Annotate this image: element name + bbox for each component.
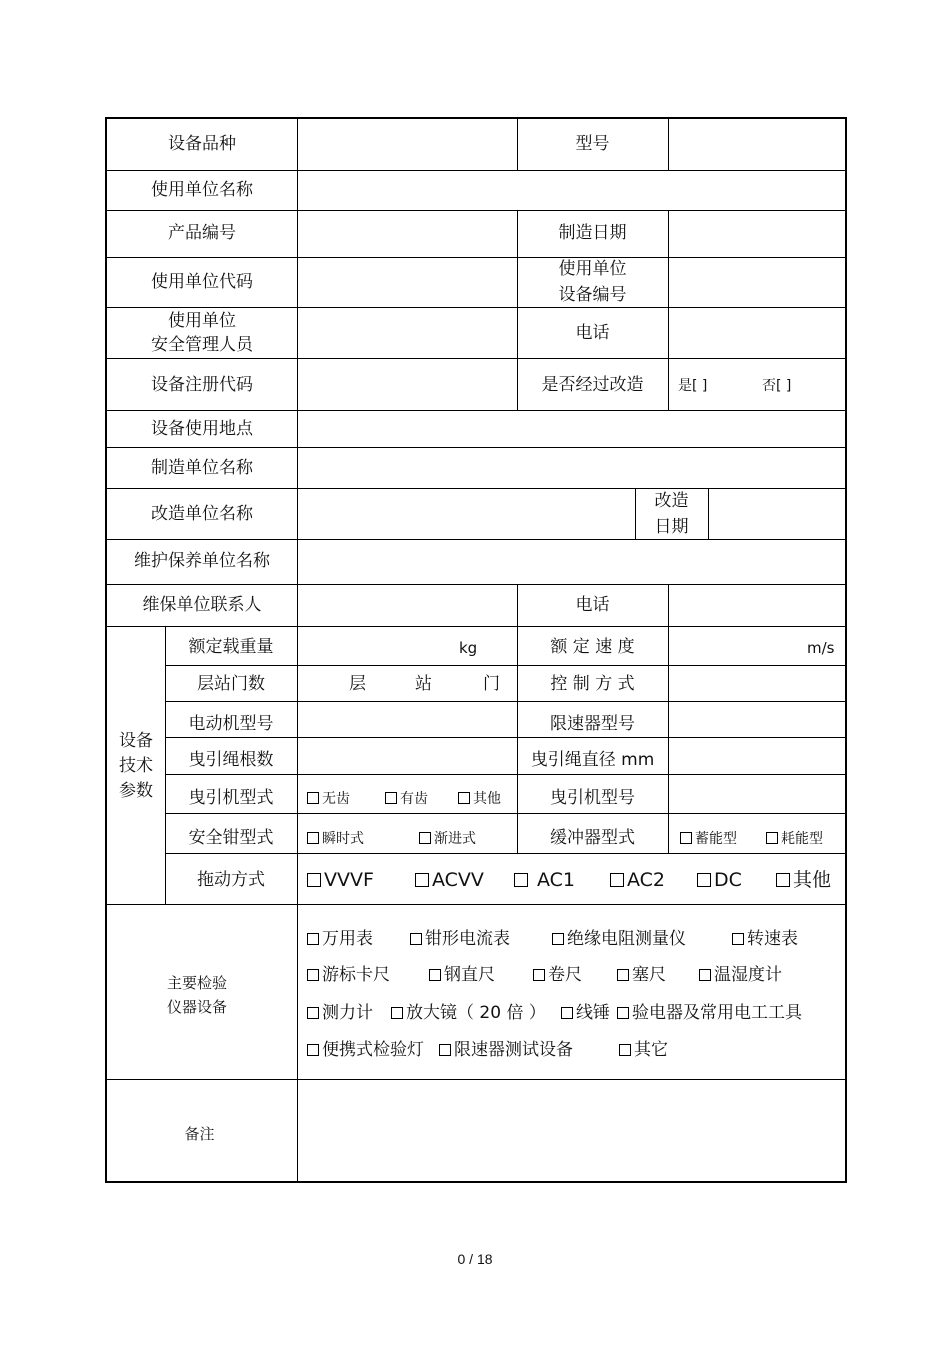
label-safety-manager-line1: 使用单位	[168, 311, 236, 331]
field-safety-manager[interactable]	[298, 308, 517, 358]
checkbox-icon	[307, 1007, 319, 1019]
checkbox-icon	[307, 969, 319, 981]
checkbox-geared[interactable]	[385, 787, 428, 811]
checkbox-instant[interactable]	[307, 827, 364, 851]
label-motor-model: 电动机型号	[188, 714, 274, 734]
label-modify-date-line1: 改造	[654, 491, 689, 511]
checkbox-icon	[561, 1007, 573, 1019]
field-manufacturer[interactable]	[298, 448, 845, 488]
checkbox-dc-label: DC	[714, 869, 742, 891]
checkbox-gearless-label: 无齿	[322, 791, 350, 807]
checkbox-icon	[307, 1044, 319, 1056]
instrument-label: 转速表	[747, 929, 798, 949]
label-safety-manager-line2: 安全管理人员	[151, 335, 253, 355]
instrument-label: 线锤	[576, 1003, 610, 1023]
page-number: 0 / 18	[457, 1251, 493, 1267]
label-manufacture-date: 制造日期	[558, 223, 627, 243]
label-user-unit-name: 使用单位名称	[151, 180, 253, 200]
label-modify-date-line2: 日期	[654, 517, 689, 537]
checkbox-vvvf[interactable]	[307, 868, 374, 892]
label-control-mode: 控 制 方 式	[550, 674, 635, 694]
checkbox-gearless[interactable]	[307, 787, 350, 811]
checkbox-drive-other[interactable]	[776, 868, 831, 892]
label-manufacturer: 制造单位名称	[151, 458, 253, 478]
checkbox-drive-other-label: 其他	[793, 869, 832, 891]
checkbox-acvv[interactable]	[415, 868, 484, 892]
label-equipment-no-line1: 使用单位	[558, 259, 627, 279]
checkbox-inspection-lamp[interactable]	[307, 1038, 424, 1062]
label-safety-gear: 安全钳型式	[188, 828, 274, 848]
instrument-label: 便携式检验灯	[322, 1040, 424, 1060]
checkbox-machine-other[interactable]	[458, 787, 501, 811]
instrument-label: 塞尺	[632, 965, 666, 985]
checkbox-hygrometer[interactable]	[699, 963, 782, 987]
label-tech-params-1: 设备	[119, 731, 153, 751]
label-rated-load: 额定载重量	[188, 637, 274, 657]
option-yes[interactable]: 是[ ]	[678, 378, 708, 394]
unit-men: 门	[483, 674, 500, 694]
checkbox-icon	[533, 969, 545, 981]
instrument-label: 卷尺	[548, 965, 582, 985]
option-no[interactable]: 否[ ]	[762, 378, 792, 394]
checkbox-geared-label: 有齿	[400, 791, 428, 807]
label-location: 设备使用地点	[151, 419, 253, 439]
checkbox-acvv-label: ACVV	[432, 869, 484, 891]
checkbox-icon	[458, 792, 470, 804]
label-remarks: 备注	[184, 1125, 215, 1143]
field-maintenance-unit[interactable]	[298, 540, 845, 584]
instrument-label: 万用表	[322, 929, 373, 949]
checkbox-icon	[307, 832, 319, 844]
instrument-label: 绝缘电阻测量仪	[567, 929, 686, 949]
checkbox-progressive[interactable]	[419, 827, 476, 851]
label-instruments-1: 主要检验	[166, 974, 227, 992]
checkbox-dynamometer[interactable]	[307, 1001, 373, 1025]
checkbox-ac2-label: AC2	[627, 869, 666, 891]
checkbox-icon	[385, 792, 397, 804]
label-model: 型号	[575, 134, 610, 154]
checkbox-energy-storage[interactable]	[680, 827, 737, 851]
label-rope-diameter: 曳引绳直径 mm	[530, 750, 655, 770]
checkbox-machine-other-label: 其他	[473, 791, 501, 807]
checkbox-icon	[307, 933, 319, 945]
label-instruments-2: 仪器设备	[166, 998, 227, 1016]
field-product-number[interactable]	[298, 211, 517, 257]
checkbox-tachometer[interactable]	[732, 927, 798, 951]
instrument-label: 验电器及常用电工工具	[632, 1003, 802, 1023]
instrument-label: 温湿度计	[714, 965, 782, 985]
instrument-label: 测力计	[322, 1003, 373, 1023]
instrument-label: 其它	[634, 1040, 668, 1060]
label-machine-model: 曳引机型号	[550, 788, 635, 808]
field-user-unit-name[interactable]	[298, 171, 845, 210]
field-remarks[interactable]	[298, 1080, 845, 1181]
label-tech-params-3: 参数	[119, 781, 153, 801]
unit-zhan: 站	[415, 674, 432, 694]
label-device-variety: 设备品种	[168, 134, 236, 154]
inspection-form	[105, 117, 847, 1183]
checkbox-ac1-label: AC1	[537, 869, 576, 891]
checkbox-governor-tester[interactable]	[439, 1038, 573, 1062]
field-location[interactable]	[298, 411, 845, 447]
label-machine-type: 曳引机型式	[188, 788, 274, 808]
checkbox-icon	[307, 792, 319, 804]
instrument-label: 限速器测试设备	[454, 1040, 573, 1060]
checkbox-ac2[interactable]	[610, 868, 665, 892]
field-manufacture-date[interactable]	[669, 211, 845, 257]
label-modified-question: 是否经过改造	[541, 375, 644, 395]
label-governor-model: 限速器型号	[550, 714, 635, 734]
checkbox-icon	[617, 969, 629, 981]
unit-kg: kg	[459, 639, 478, 657]
instrument-label: 游标卡尺	[322, 965, 390, 985]
label-equipment-no-line2: 设备编号	[558, 285, 627, 305]
checkbox-icon	[391, 1007, 403, 1019]
checkbox-multimeter[interactable]	[307, 927, 373, 951]
instrument-label: 放大镜（ 20 倍 ）	[406, 1003, 546, 1023]
checkbox-icon	[680, 832, 692, 844]
checkbox-icon	[419, 832, 431, 844]
checkbox-steel-ruler[interactable]	[429, 963, 495, 987]
instrument-label: 钳形电流表	[425, 929, 510, 949]
checkbox-vernier-caliper[interactable]	[307, 963, 390, 987]
checkbox-insulation-tester[interactable]	[552, 927, 686, 951]
label-product-number: 产品编号	[168, 223, 236, 243]
label-user-unit-code: 使用单位代码	[151, 272, 253, 292]
checkbox-icon	[766, 832, 778, 844]
checkbox-clamp-meter[interactable]	[410, 927, 510, 951]
checkbox-energy-dissipation[interactable]	[766, 827, 823, 851]
checkbox-magnifier[interactable]	[391, 1001, 546, 1025]
checkbox-icon	[410, 933, 422, 945]
label-drive: 拖动方式	[197, 870, 265, 890]
checkbox-icon	[552, 933, 564, 945]
checkbox-energy-storage-label: 蓄能型	[695, 831, 737, 847]
checkbox-icon	[697, 873, 711, 887]
checkbox-instant-label: 瞬时式	[322, 831, 364, 847]
label-rated-speed: 额 定 速 度	[550, 637, 635, 657]
instrument-label: 钢直尺	[444, 965, 495, 985]
checkbox-icon	[610, 873, 624, 887]
unit-ms: m/s	[807, 639, 835, 657]
checkbox-icon	[307, 873, 321, 887]
label-maintenance-unit: 维护保养单位名称	[134, 551, 270, 571]
checkbox-feeler-gauge[interactable]	[617, 963, 666, 987]
field-maintenance-contact[interactable]	[298, 585, 517, 626]
checkbox-plumb-bob[interactable]	[561, 1001, 610, 1025]
field-equipment-no[interactable]	[669, 258, 845, 307]
checkbox-vvvf-label: VVVF	[324, 869, 374, 891]
checkbox-icon	[439, 1044, 451, 1056]
field-user-unit-code[interactable]	[298, 258, 517, 307]
field-modifier[interactable]	[298, 489, 635, 539]
checkbox-icon	[699, 969, 711, 981]
checkbox-instrument-other[interactable]	[619, 1038, 668, 1062]
checkbox-icon	[732, 933, 744, 945]
checkbox-ac1[interactable]	[514, 868, 575, 892]
label-rope-count: 曳引绳根数	[188, 750, 274, 770]
checkbox-icon	[514, 873, 528, 887]
field-maintenance-phone[interactable]	[669, 585, 845, 626]
checkbox-icon	[415, 873, 429, 887]
label-floors: 层站门数	[197, 674, 265, 694]
field-phone[interactable]	[669, 308, 845, 358]
label-tech-params-2: 技术	[119, 756, 153, 776]
label-phone: 电话	[575, 323, 610, 343]
checkbox-icon	[619, 1044, 631, 1056]
label-maintenance-contact: 维保单位联系人	[142, 595, 262, 615]
label-modifier: 改造单位名称	[151, 504, 253, 524]
checkbox-icon	[617, 1007, 629, 1019]
unit-ceng: 层	[349, 674, 366, 694]
checkbox-icon	[776, 873, 790, 887]
field-device-variety[interactable]	[298, 119, 517, 170]
field-modify-date[interactable]	[709, 489, 845, 539]
checkbox-tape-measure[interactable]	[533, 963, 582, 987]
label-maintenance-phone: 电话	[575, 595, 610, 615]
checkbox-progressive-label: 渐进式	[434, 831, 476, 847]
label-registration-code: 设备注册代码	[151, 375, 253, 395]
label-buffer: 缓冲器型式	[550, 828, 635, 848]
checkbox-energy-dissipation-label: 耗能型	[781, 831, 823, 847]
field-registration-code[interactable]	[298, 359, 517, 410]
checkbox-icon	[429, 969, 441, 981]
checkbox-dc[interactable]	[697, 868, 742, 892]
field-model[interactable]	[669, 119, 845, 170]
checkbox-voltage-tester[interactable]	[617, 1001, 802, 1025]
